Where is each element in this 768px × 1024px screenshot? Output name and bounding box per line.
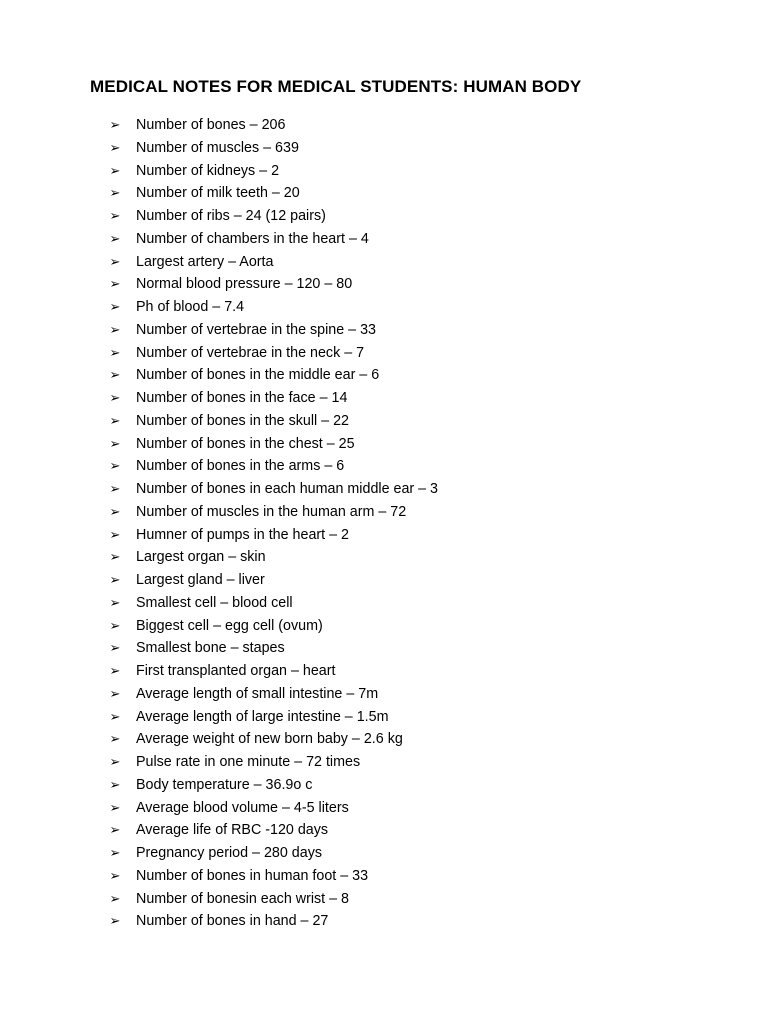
list-item-text: Average weight of new born baby – 2.6 kg xyxy=(136,731,403,748)
arrowhead-bullet-icon: ➢ xyxy=(109,890,121,906)
arrowhead-bullet-icon: ➢ xyxy=(109,253,121,269)
arrowhead-bullet-icon: ➢ xyxy=(109,822,121,838)
arrowhead-bullet-icon: ➢ xyxy=(109,845,121,860)
arrowhead-bullet-icon: ➢ xyxy=(109,230,121,246)
arrowhead-bullet-icon: ➢ xyxy=(109,572,121,587)
list-item-text: Average life of RBC -120 days xyxy=(136,822,329,839)
arrowhead-bullet-icon: ➢ xyxy=(109,481,121,496)
document-title: MEDICAL NOTES FOR MEDICAL STUDENTS: HUMAN BODY xyxy=(90,77,582,96)
arrowhead-bullet-icon: ➢ xyxy=(109,640,121,656)
list-item-text: Largest organ – skin xyxy=(136,549,266,566)
list-item-text: Average length of small intestine – 7m xyxy=(136,685,379,702)
list-item-text: Number of bones in the chest – 25 xyxy=(136,435,355,452)
arrowhead-bullet-icon: ➢ xyxy=(109,344,121,360)
list-item-text: Largest gland – liver xyxy=(136,572,265,588)
arrowhead-bullet-icon: ➢ xyxy=(109,139,121,155)
list-item-text: Average blood volume – 4-5 liters xyxy=(136,799,349,816)
arrowhead-bullet-icon: ➢ xyxy=(109,776,121,792)
list-item-text: Humner of pumps in the heart – 2 xyxy=(136,526,349,543)
arrowhead-bullet-icon: ➢ xyxy=(109,321,121,337)
list-item-text: Number of muscles in the human arm – 72 xyxy=(136,503,407,520)
list-item-text: Body temperature – 36.9o c xyxy=(136,776,313,793)
list-item-text: Normal blood pressure – 120 – 80 xyxy=(136,276,353,293)
list-item-text: First transplanted organ – heart xyxy=(136,663,336,679)
arrowhead-bullet-icon: ➢ xyxy=(109,663,121,678)
arrowhead-bullet-icon: ➢ xyxy=(109,617,121,633)
list-item-text: Smallest cell – blood cell xyxy=(136,594,293,611)
arrowhead-bullet-icon: ➢ xyxy=(109,435,121,451)
arrowhead-bullet-icon: ➢ xyxy=(109,594,121,610)
list-item-text: Number of bones in human foot – 33 xyxy=(136,867,369,884)
list-item-text: Number of bones – 206 xyxy=(136,117,286,133)
arrowhead-bullet-icon: ➢ xyxy=(109,390,121,405)
list-item-text: Number of vertebrae in the spine – 33 xyxy=(136,321,377,338)
list-item-text: Number of bonesin each wrist – 8 xyxy=(136,890,349,907)
arrowhead-bullet-icon: ➢ xyxy=(109,685,121,701)
arrowhead-bullet-icon: ➢ xyxy=(109,185,121,201)
arrowhead-bullet-icon: ➢ xyxy=(109,117,121,132)
list-item-text: Pregnancy period – 280 days xyxy=(136,845,322,861)
list-item-text: Number of vertebrae in the neck – 7 xyxy=(136,344,365,361)
list-item-text: Number of milk teeth – 20 xyxy=(136,185,300,202)
arrowhead-bullet-icon: ➢ xyxy=(109,549,121,565)
arrowhead-bullet-icon: ➢ xyxy=(109,412,121,428)
list-item-text: Number of bones in the arms – 6 xyxy=(136,458,345,475)
list-item-text: Smallest bone – stapes xyxy=(136,640,285,657)
arrowhead-bullet-icon: ➢ xyxy=(109,503,121,519)
list-item-text: Number of kidneys – 2 xyxy=(136,162,280,179)
list-item-text: Biggest cell – egg cell (ovum) xyxy=(136,617,323,634)
list-item-text: Number of bones in the face – 14 xyxy=(136,390,348,406)
list-item-text: Number of bones in hand – 27 xyxy=(136,913,329,930)
arrowhead-bullet-icon: ➢ xyxy=(109,913,121,929)
arrowhead-bullet-icon: ➢ xyxy=(109,458,121,474)
arrowhead-bullet-icon: ➢ xyxy=(109,708,121,724)
arrowhead-bullet-icon: ➢ xyxy=(109,867,121,883)
arrowhead-bullet-icon: ➢ xyxy=(109,754,121,769)
arrowhead-bullet-icon: ➢ xyxy=(109,208,121,223)
list-item-text: Ph of blood – 7.4 xyxy=(136,299,245,315)
arrowhead-bullet-icon: ➢ xyxy=(109,731,121,747)
list-item-text: Number of muscles – 639 xyxy=(136,139,299,156)
arrowhead-bullet-icon: ➢ xyxy=(109,276,121,292)
list-item-text: Largest artery – Aorta xyxy=(136,253,274,270)
list-item-text: Number of bones in the skull – 22 xyxy=(136,412,349,429)
list-item-text: Number of ribs – 24 (12 pairs) xyxy=(136,208,326,224)
list-item-text: Number of bones in the middle ear – 6 xyxy=(136,367,380,384)
list-item-text: Pulse rate in one minute – 72 times xyxy=(136,754,361,770)
arrowhead-bullet-icon: ➢ xyxy=(109,526,121,542)
list-item-text: Number of bones in each human middle ear – 3 xyxy=(136,481,439,497)
arrowhead-bullet-icon: ➢ xyxy=(109,162,121,178)
arrowhead-bullet-icon: ➢ xyxy=(109,299,121,314)
list-item-text: Number of chambers in the heart – 4 xyxy=(136,230,369,247)
list-item-text: Average length of large intestine – 1.5m xyxy=(136,708,389,725)
arrowhead-bullet-icon: ➢ xyxy=(109,799,121,815)
arrowhead-bullet-icon: ➢ xyxy=(109,367,121,383)
